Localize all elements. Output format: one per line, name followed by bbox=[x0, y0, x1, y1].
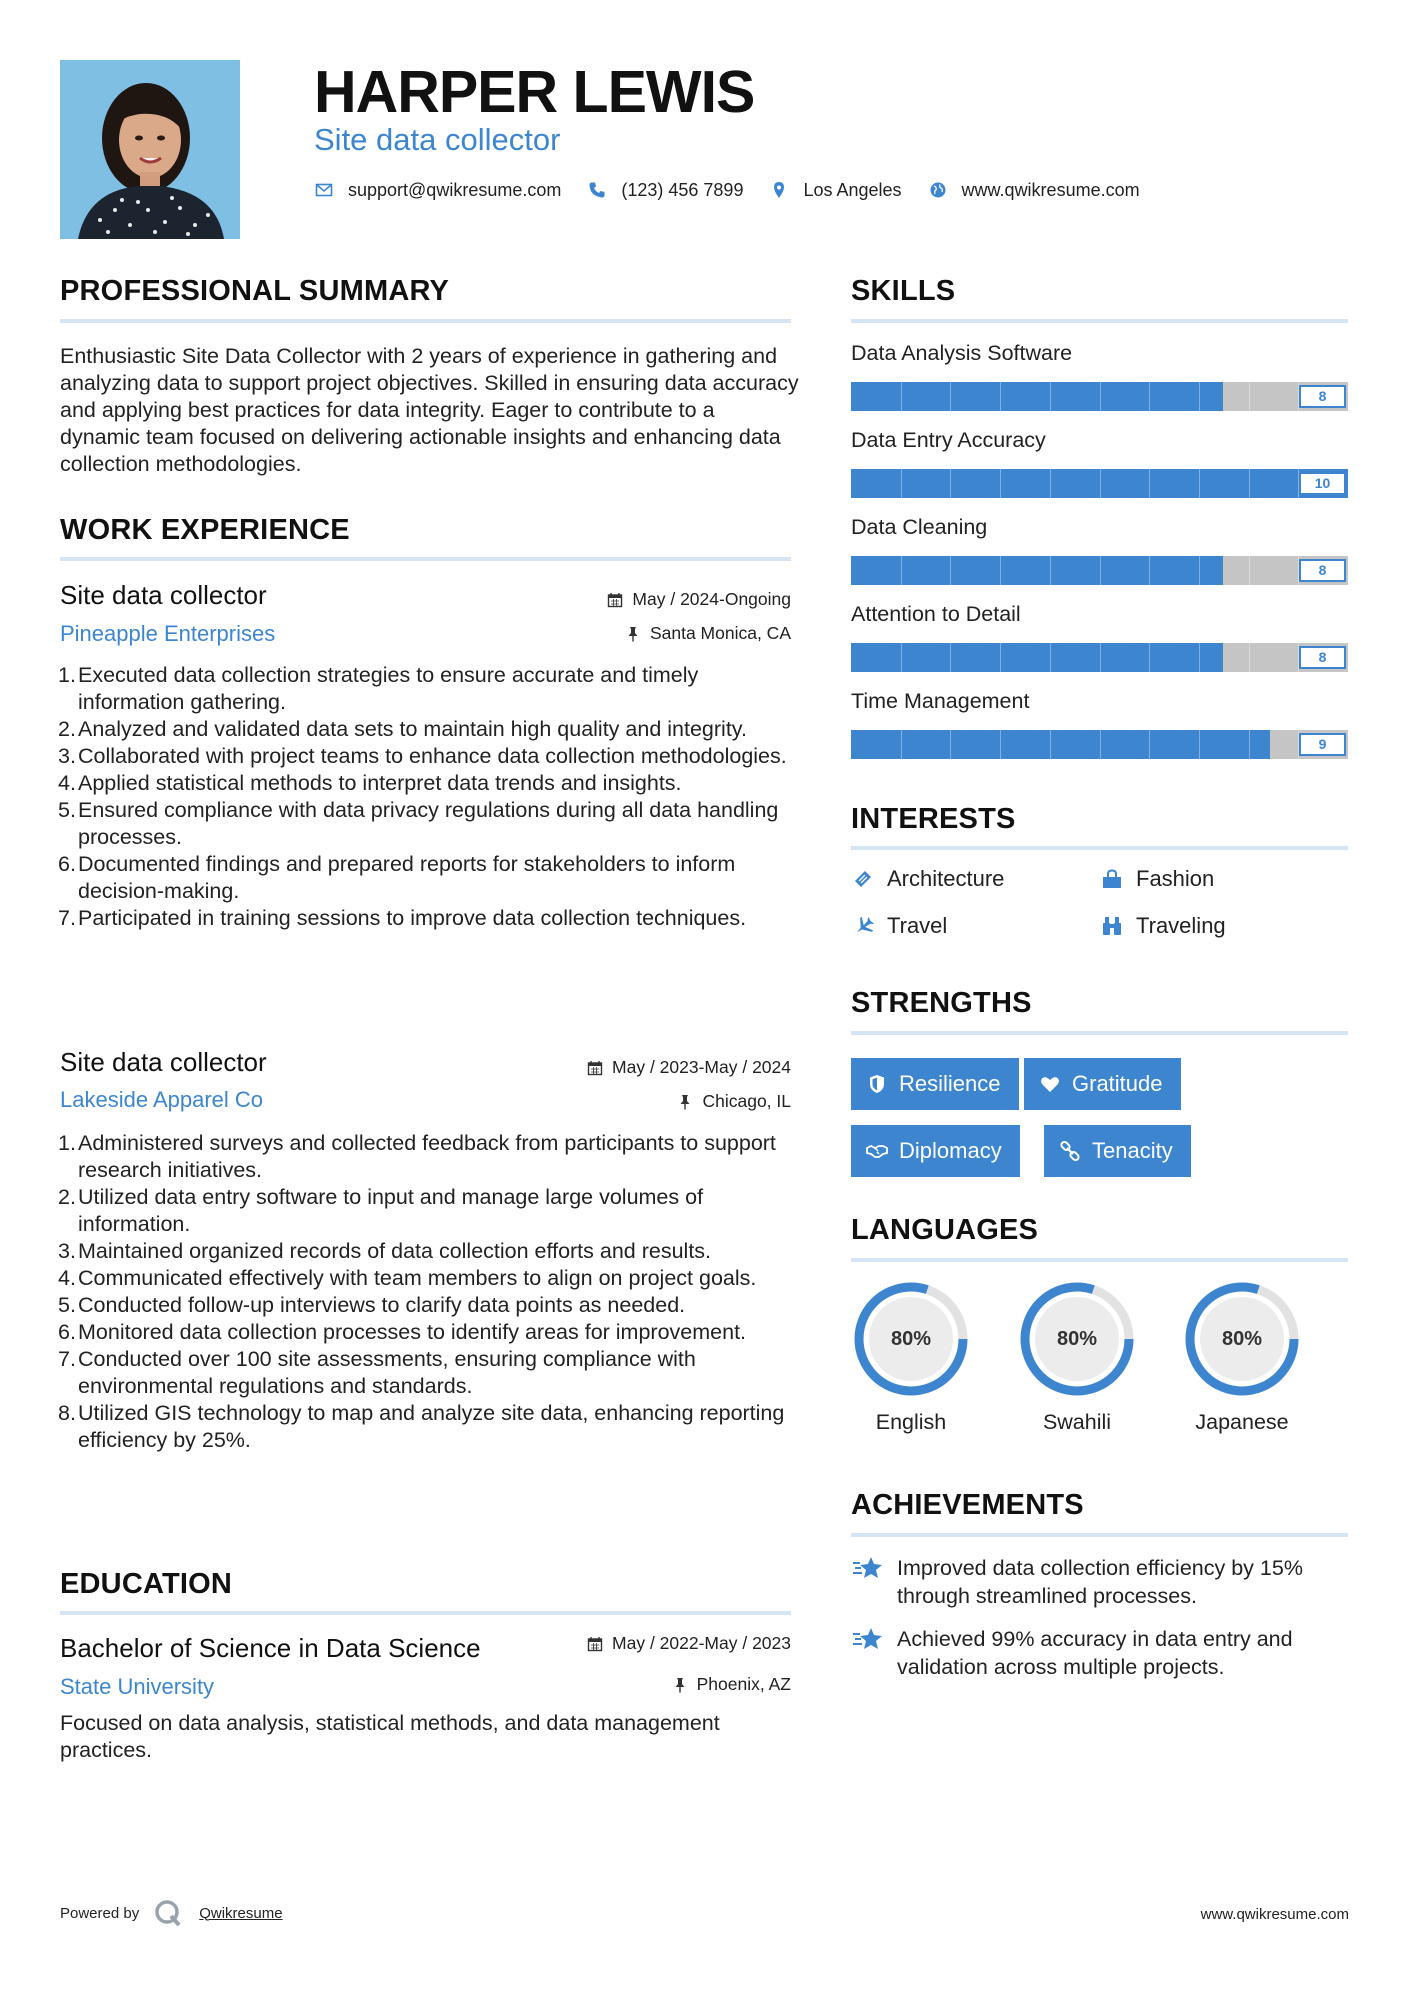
skill-fill bbox=[851, 643, 1223, 672]
pushpin-icon bbox=[671, 1676, 689, 1694]
pushpin-icon bbox=[624, 625, 642, 643]
education-heading: EDUCATION bbox=[60, 1568, 233, 1600]
skill-segment bbox=[1149, 730, 1150, 759]
language-name: English bbox=[875, 1410, 947, 1434]
skill-fill bbox=[851, 730, 1270, 759]
education-description: Focused on data analysis, statistical methods, and data management practices. bbox=[60, 1711, 720, 1762]
list-item: Monitored data collection processes to identify areas for improvement. bbox=[78, 1320, 747, 1344]
skill-segment bbox=[1149, 382, 1150, 411]
website-text: www.qwikresume.com bbox=[961, 179, 1140, 200]
skills-divider bbox=[851, 319, 1348, 323]
job-company: Lakeside Apparel Co bbox=[60, 1087, 264, 1112]
calendar-icon bbox=[586, 1059, 604, 1077]
strength-label: Tenacity bbox=[1092, 1138, 1173, 1163]
achievements-divider bbox=[851, 1533, 1348, 1537]
contact-website[interactable] bbox=[928, 180, 1140, 201]
education-divider bbox=[60, 1611, 791, 1615]
calendar-icon bbox=[606, 591, 624, 609]
interest-fashion bbox=[1100, 866, 1214, 892]
skill-segment bbox=[950, 730, 951, 759]
job-dates-text: May / 2023-May / 2024 bbox=[612, 1057, 791, 1077]
skill-level-badge: 9 bbox=[1299, 733, 1346, 756]
skill-segment bbox=[950, 382, 951, 411]
list-item: Utilized GIS technology to map and analyze site data, enhancing reporting efficiency by 25%. bbox=[78, 1401, 785, 1452]
languages-heading: LANGUAGES bbox=[851, 1214, 1039, 1246]
language-percent: 80% bbox=[890, 1327, 932, 1350]
skill-segment bbox=[1050, 469, 1051, 498]
language-name: Japanese bbox=[1195, 1410, 1289, 1434]
achievement-text: Improved data collection efficiency by 15% through streamlined processes. bbox=[897, 1556, 1303, 1608]
skill-segment bbox=[1000, 730, 1001, 759]
list-item: Executed data collection strategies to ensure accurate and timely information gathering. bbox=[78, 663, 699, 714]
skill-level-badge: 10 bbox=[1299, 472, 1346, 495]
school-name: State University bbox=[60, 1674, 215, 1699]
job-dates bbox=[586, 1057, 791, 1078]
skill-segment bbox=[901, 643, 902, 672]
pushpin-icon bbox=[676, 1093, 694, 1111]
skill-label: Data Analysis Software bbox=[851, 341, 1073, 365]
interest-label: Fashion bbox=[1136, 866, 1215, 891]
skill-segment bbox=[1050, 556, 1051, 585]
strength-label: Diplomacy bbox=[899, 1138, 1002, 1163]
strengths-heading: STRENGTHS bbox=[851, 987, 1032, 1019]
email-text: support@qwikresume.com bbox=[348, 179, 562, 200]
contact-phone[interactable] bbox=[587, 180, 743, 201]
skill-bar bbox=[851, 469, 1348, 498]
list-item: Collaborated with project teams to enhance data collection methodologies. bbox=[78, 744, 787, 768]
skill-segment bbox=[901, 469, 902, 498]
list-item: Ensured compliance with data privacy regulations during all data handling processes. bbox=[78, 798, 779, 849]
skill-bar bbox=[851, 643, 1348, 672]
summary-divider bbox=[60, 319, 791, 323]
link-icon bbox=[1058, 1139, 1082, 1163]
plane-icon bbox=[851, 914, 875, 938]
job-dates bbox=[606, 589, 791, 610]
candidate-name: HARPER LEWIS bbox=[314, 59, 755, 125]
skill-segment bbox=[1149, 556, 1150, 585]
strength-label: Resilience bbox=[899, 1071, 1001, 1096]
shopping-bag-icon bbox=[1100, 867, 1124, 891]
powered-by-text: Powered by bbox=[60, 1904, 140, 1922]
degree-title: Bachelor of Science in Data Science bbox=[60, 1633, 481, 1663]
skill-segment bbox=[1100, 382, 1101, 411]
skill-label: Attention to Detail bbox=[851, 602, 1021, 626]
envelope-icon bbox=[314, 180, 334, 200]
education-dates-text: May / 2022-May / 2023 bbox=[612, 1633, 791, 1653]
qwikresume-logo-icon bbox=[153, 1898, 183, 1928]
skill-segment bbox=[950, 469, 951, 498]
skill-segment bbox=[1199, 730, 1200, 759]
footer-url[interactable]: www.qwikresume.com bbox=[1200, 1906, 1349, 1923]
list-item: Applied statistical methods to interpret data trends and insights. bbox=[78, 771, 682, 795]
interest-traveling bbox=[1100, 913, 1226, 939]
shield-icon bbox=[865, 1072, 889, 1096]
strength-label: Gratitude bbox=[1072, 1071, 1163, 1096]
language-percent: 80% bbox=[1056, 1327, 1098, 1350]
skill-segment bbox=[1000, 643, 1001, 672]
skill-level-badge: 8 bbox=[1299, 385, 1346, 408]
list-item: Administered surveys and collected feedback from participants to support research initiatives. bbox=[78, 1131, 776, 1182]
skill-segment bbox=[950, 556, 951, 585]
achievement-text: Achieved 99% accuracy in data entry and validation across multiple projects. bbox=[897, 1627, 1293, 1679]
globe-icon bbox=[928, 180, 948, 200]
strength-tenacity bbox=[1044, 1125, 1191, 1177]
phone-text: (123) 456 7899 bbox=[621, 179, 744, 200]
interests-heading: INTERESTS bbox=[851, 803, 1016, 835]
list-item: Utilized data entry software to input and manage large volumes of information. bbox=[78, 1185, 704, 1236]
footer-powered-by bbox=[60, 1898, 283, 1928]
strengths-divider bbox=[851, 1031, 1348, 1035]
skill-label: Time Management bbox=[851, 689, 1030, 713]
skill-segment bbox=[950, 643, 951, 672]
skill-level-badge: 8 bbox=[1299, 559, 1346, 582]
language-name: Swahili bbox=[1042, 1410, 1112, 1434]
job-location-text: Chicago, IL bbox=[702, 1091, 791, 1111]
heart-icon bbox=[1038, 1072, 1062, 1096]
skill-segment bbox=[1249, 469, 1250, 498]
interest-label: Architecture bbox=[887, 866, 1005, 891]
strength-diplomacy bbox=[851, 1125, 1020, 1177]
summary-text: Enthusiastic Site Data Collector with 2 years of experience in gathering and analyzing data to support project objectives. Skilled in ensuring data accuracy and applying best practices for data integrity. Eager to contribute to a dynamic team focused on delivering actionable insights and enhancing data collection methodologies. bbox=[60, 344, 799, 476]
interest-label: Traveling bbox=[1136, 913, 1226, 938]
skill-segment bbox=[1000, 469, 1001, 498]
list-item: Conducted follow-up interviews to clarify data points as needed. bbox=[78, 1293, 686, 1317]
interests-divider bbox=[851, 846, 1348, 850]
skill-level-badge: 8 bbox=[1299, 646, 1346, 669]
skill-segment bbox=[1199, 643, 1200, 672]
portrait-image bbox=[60, 60, 240, 239]
contact-location bbox=[769, 180, 901, 201]
list-item: Maintained organized records of data collection efforts and results. bbox=[78, 1239, 712, 1263]
list-item: Analyzed and validated data sets to maintain high quality and integrity. bbox=[78, 717, 747, 741]
skill-segment bbox=[1100, 730, 1101, 759]
job-title: Site data collector bbox=[60, 1047, 267, 1077]
education-location bbox=[671, 1674, 791, 1695]
skill-bar bbox=[851, 556, 1348, 585]
skill-segment bbox=[1249, 382, 1250, 411]
skill-segment bbox=[1000, 556, 1001, 585]
strength-resilience bbox=[851, 1058, 1019, 1110]
location-text: Los Angeles bbox=[803, 179, 902, 200]
job-dates-text: May / 2024-Ongoing bbox=[632, 589, 791, 609]
skill-bar bbox=[851, 730, 1348, 759]
work-heading: WORK EXPERIENCE bbox=[60, 514, 350, 546]
language-item bbox=[1181, 1278, 1303, 1435]
language-item bbox=[1016, 1278, 1138, 1435]
job-bullets bbox=[78, 1130, 790, 1454]
skill-bar bbox=[851, 382, 1348, 411]
list-item: Documented findings and prepared reports for stakeholders to inform decision-making. bbox=[78, 852, 736, 903]
star-icon bbox=[851, 1554, 885, 1582]
achievement-item bbox=[851, 1554, 1351, 1610]
language-item bbox=[850, 1278, 972, 1435]
language-percent: 80% bbox=[1221, 1327, 1263, 1350]
contact-bar bbox=[314, 178, 1166, 202]
education-location-text: Phoenix, AZ bbox=[696, 1674, 791, 1694]
binoculars-icon bbox=[1100, 914, 1124, 938]
skill-segment bbox=[901, 556, 902, 585]
skill-segment bbox=[1100, 469, 1101, 498]
brand-link[interactable]: Qwikresume bbox=[199, 1904, 283, 1922]
job-location bbox=[676, 1091, 791, 1112]
skill-segment bbox=[1050, 382, 1051, 411]
phone-icon bbox=[587, 180, 607, 200]
skill-segment bbox=[1050, 730, 1051, 759]
list-item: Communicated effectively with team members to align on project goals. bbox=[78, 1266, 757, 1290]
languages-divider bbox=[851, 1258, 1348, 1262]
skill-segment bbox=[1249, 556, 1250, 585]
skill-segment bbox=[1249, 730, 1250, 759]
profile-photo bbox=[60, 60, 240, 239]
skills-heading: SKILLS bbox=[851, 275, 956, 307]
interest-architecture bbox=[851, 866, 1004, 892]
job-title: Site data collector bbox=[60, 580, 267, 610]
job-location bbox=[624, 623, 791, 644]
strength-gratitude bbox=[1024, 1058, 1181, 1110]
skill-segment bbox=[901, 382, 902, 411]
interest-travel bbox=[851, 913, 947, 939]
skill-fill bbox=[851, 382, 1223, 411]
interest-label: Travel bbox=[887, 913, 948, 938]
skill-fill bbox=[851, 556, 1223, 585]
skill-segment bbox=[1149, 469, 1150, 498]
calendar-icon bbox=[586, 1635, 604, 1653]
skill-segment bbox=[1199, 469, 1200, 498]
achievements-heading: ACHIEVEMENTS bbox=[851, 1489, 1084, 1521]
candidate-role: Site data collector bbox=[314, 122, 561, 157]
contact-email[interactable] bbox=[314, 180, 561, 201]
work-divider bbox=[60, 557, 791, 561]
map-pin-icon bbox=[769, 180, 789, 200]
job-company: Pineapple Enterprises bbox=[60, 621, 276, 646]
skill-label: Data Entry Accuracy bbox=[851, 428, 1046, 452]
skill-segment bbox=[1199, 556, 1200, 585]
job-bullets bbox=[78, 662, 790, 932]
skill-segment bbox=[1249, 643, 1250, 672]
skill-segment bbox=[1149, 643, 1150, 672]
skill-segment bbox=[901, 730, 902, 759]
list-item: Participated in training sessions to improve data collection techniques. bbox=[78, 906, 747, 930]
list-item: Conducted over 100 site assessments, ensuring compliance with environmental regulations and standards. bbox=[78, 1347, 696, 1398]
drafting-icon bbox=[851, 867, 875, 891]
education-dates bbox=[586, 1633, 791, 1654]
star-icon bbox=[851, 1625, 885, 1653]
skill-label: Data Cleaning bbox=[851, 515, 988, 539]
achievement-item bbox=[851, 1625, 1351, 1681]
job-location-text: Santa Monica, CA bbox=[649, 623, 791, 643]
skill-segment bbox=[1100, 556, 1101, 585]
handshake-icon bbox=[865, 1139, 889, 1163]
skill-segment bbox=[1199, 382, 1200, 411]
skill-segment bbox=[1000, 382, 1001, 411]
summary-heading: PROFESSIONAL SUMMARY bbox=[60, 275, 450, 307]
skill-segment bbox=[1050, 643, 1051, 672]
skill-segment bbox=[1100, 643, 1101, 672]
